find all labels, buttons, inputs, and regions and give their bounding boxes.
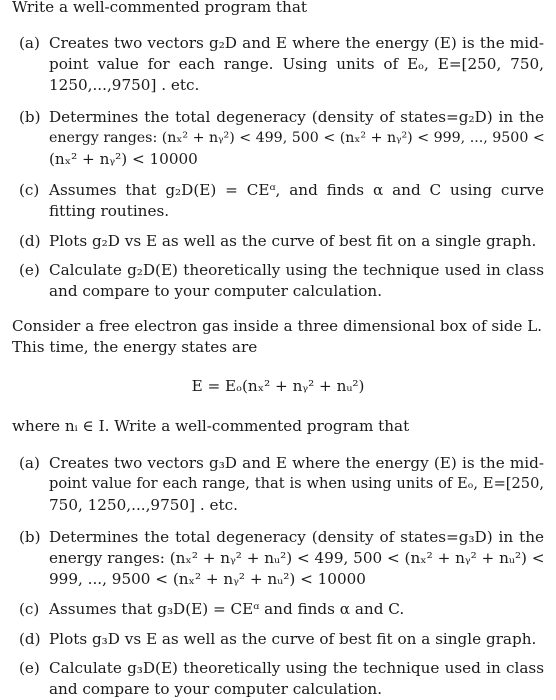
part2-intro-line2: This time, the energy states are xyxy=(12,338,258,356)
part2-item-a-line1: Creates two vectors g₃D and E where the energy (E) is the mid- xyxy=(49,454,544,472)
part1-item-a-line2: point value for each range. Using units of Eₒ, E=[250, 750, xyxy=(49,55,544,73)
part2-item-a-line3: 750, 1250,...,9750] . etc. xyxy=(49,496,238,514)
part2-item-d-label: (d) xyxy=(19,630,41,648)
part2-item-b-line3: 999, ..., 9500 < (nₓ² + nᵧ² + nᵤ²) < 10000 xyxy=(49,570,366,588)
part1-item-b-line3: (nₓ² + nᵧ²) < 10000 xyxy=(49,150,198,168)
part1-item-d-line1: Plots g₂D vs E as well as the curve of best fit on a single graph. xyxy=(49,232,537,250)
part2-item-b-line1: Determines the total degeneracy (density of states=g₃D) in the xyxy=(49,528,544,546)
part1-item-d-label: (d) xyxy=(19,232,41,250)
part2-item-c-line1: Assumes that g₃D(E) = CEᵅ and finds α and C. xyxy=(49,600,405,618)
part2-item-b-line2: energy ranges: (nₓ² + nᵧ² + nᵤ²) < 499, 500 < (nₓ² + nᵧ² + nᵤ²) < xyxy=(49,549,545,567)
part2-intro-line1: Consider a free electron gas inside a three dimensional box of side L. xyxy=(12,317,542,335)
part1-item-c-line2: fitting routines. xyxy=(49,202,170,220)
part1-item-e-line1: Calculate g₂D(E) theoretically using the technique used in class xyxy=(49,261,544,279)
part2-item-e-line1: Calculate g₃D(E) theoretically using the technique used in class xyxy=(49,659,544,677)
part1-item-b-label: (b) xyxy=(19,108,41,126)
part2-item-e-label: (e) xyxy=(19,659,40,677)
part1-item-e-label: (e) xyxy=(19,261,40,279)
part1-item-e-line2: and compare to your computer calculation. xyxy=(49,282,383,300)
part2-item-a-label: (a) xyxy=(19,454,40,472)
part1-item-c-line1: Assumes that g₂D(E) = CEᵅ, and finds α and C using curve xyxy=(49,181,544,199)
part2-item-c-label: (c) xyxy=(19,600,40,618)
part1-item-c-label: (c) xyxy=(19,181,40,199)
part2-item-d-line1: Plots g₃D vs E as well as the curve of best fit on a single graph. xyxy=(49,630,537,648)
part2-item-a-line2: point value for each range, that is when using units of Eₒ, E=[250, xyxy=(49,475,544,492)
part1-item-b-line2: energy ranges: (nₓ² + nᵧ²) < 499, 500 < (nₓ² + nᵧ²) < 999, ..., 9500 < xyxy=(49,130,545,146)
part1-item-a-label: (a) xyxy=(19,34,40,52)
part1-item-b-line1: Determines the total degeneracy (density of states=g₂D) in the xyxy=(49,108,544,126)
part2-item-e-line2: and compare to your computer calculation. xyxy=(49,680,383,698)
energy-equation: E = Eₒ(nₓ² + nᵧ² + nᵤ²) xyxy=(191,377,365,395)
part1-intro: Write a well-commented program that xyxy=(12,0,307,16)
part1-item-a-line1: Creates two vectors g₂D and E where the energy (E) is the mid- xyxy=(49,34,544,52)
part2-where-line: where nᵢ ∈ I. Write a well-commented program that xyxy=(12,417,410,435)
part1-item-a-line3: 1250,...,9750] . etc. xyxy=(49,76,200,94)
part2-item-b-label: (b) xyxy=(19,528,41,546)
